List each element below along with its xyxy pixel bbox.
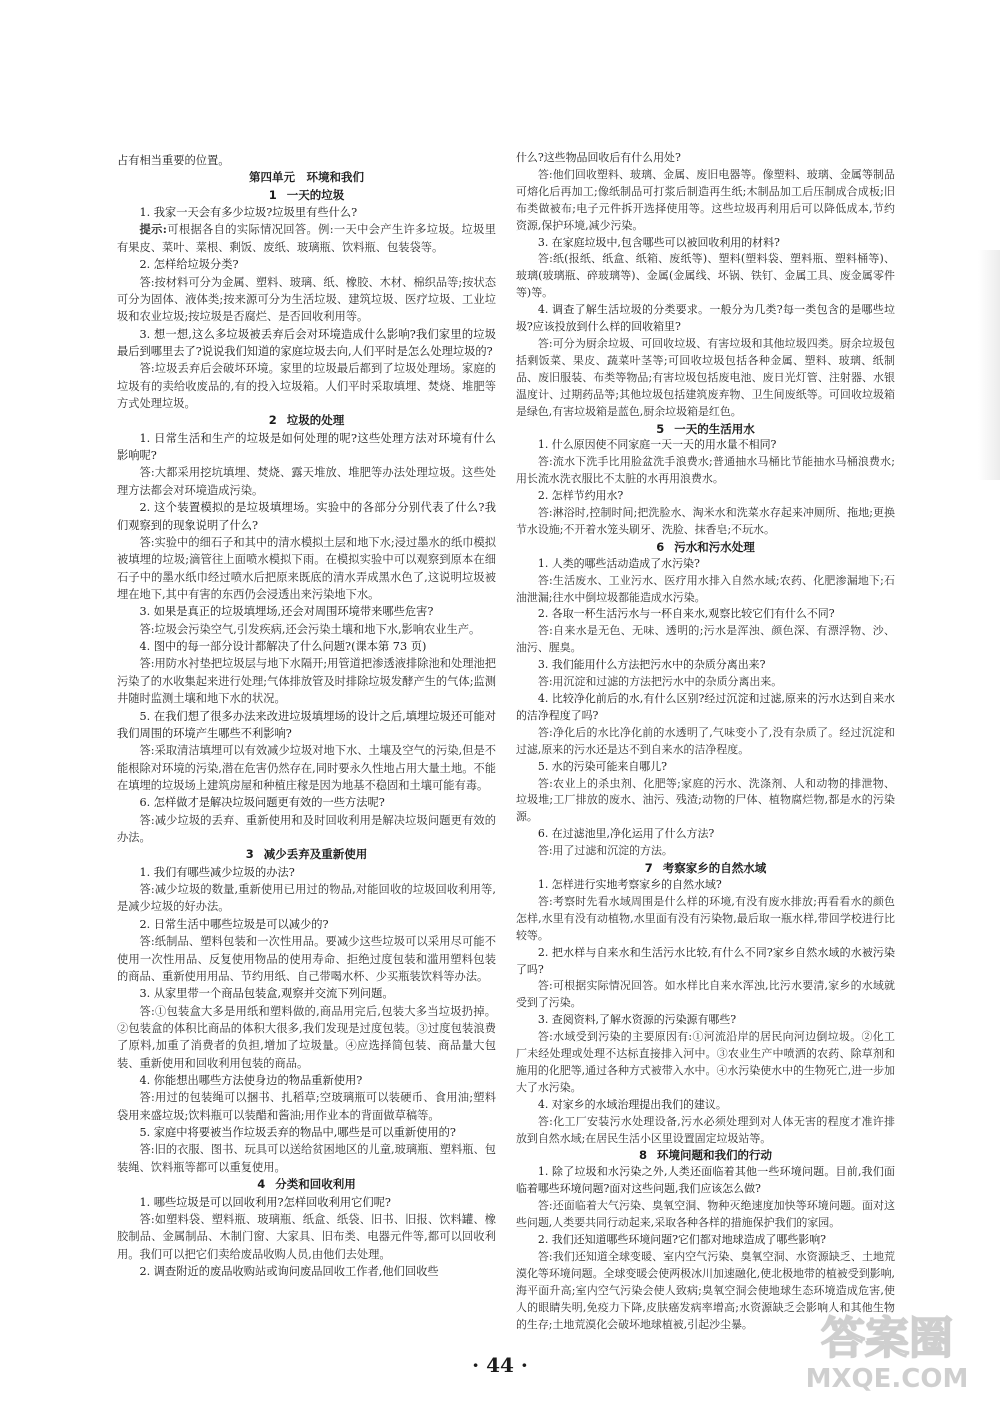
question-text: 4. 你能想出哪些方法使身边的物品重新使用? bbox=[139, 1074, 363, 1088]
section-title bbox=[516, 1147, 895, 1164]
page-number: · 44 · bbox=[472, 1353, 528, 1377]
section-number: 7 bbox=[644, 861, 653, 876]
section-title-text: 考察家乡的自然水域 bbox=[662, 861, 767, 876]
question-text: 1. 怎样进行实地考察家乡的自然水域? bbox=[537, 877, 722, 891]
answer-text: 答:可分为厨余垃圾、可回收垃圾、有害垃圾和其他垃圾四类。厨余垃圾包括剩饭菜、果皮、蔬菜叶茎等;可回收垃圾包括各种金属、塑料、玻璃、纸制品、废旧服装、布类等物品;有害垃圾包括废电池、废日光灯管、注射器、水银温度计、过期药品等;其他垃圾包括建筑废弃物、卫生间废纸等。可回收垃圾箱是绿色,有害垃圾箱是蓝色,厨余垃圾箱是红色。 bbox=[516, 336, 895, 418]
answer-text: 答:农业上的杀虫剂、化肥等;家庭的污水、洗涤剂、人和动物的排泄物、垃圾堆;工厂排放的废水、油污、残渣;动物的尸体、植物腐烂物,都是水的污染源。 bbox=[516, 776, 895, 824]
question-text: 3. 如果是真正的垃圾填埋场,还会对周围环境带来哪些危害? bbox=[139, 605, 434, 619]
section-title bbox=[516, 860, 895, 877]
section-title bbox=[117, 846, 496, 863]
section-title-text: 一天的生活用水 bbox=[674, 421, 755, 436]
section-title-text: 环境问题和我们的行动 bbox=[657, 1148, 772, 1163]
answer-text: 答:垃圾会污染空气,引发疾病,还会污染土壤和地下水,影响农业生产。 bbox=[139, 622, 481, 636]
answer-text: 答:按材料可分为金属、塑料、玻璃、纸、橡胶、木材、棉织品等;按状态可分为固体、液体类;按来源可分为生活垃圾、建筑垃圾、医疗垃圾、工业垃圾和农业垃圾;按垃圾是否腐烂、是否回收利用等。 bbox=[117, 275, 496, 324]
section-title bbox=[117, 1176, 496, 1193]
hint-label: 提示: bbox=[139, 222, 167, 237]
answer-text: 答:减少垃圾的数量,重新使用已用过的物品,对能回收的垃圾回收利用等,是减少垃圾的好办法。 bbox=[117, 883, 496, 914]
question-text: 2. 调查附近的废品收购站或询问废品回收工作者,他们回收些 bbox=[139, 1265, 439, 1278]
question-text: 6. 怎样做才是解决垃圾问题更有效的一些方法呢? bbox=[139, 796, 385, 810]
continued-text: 什么?这些物品回收后有什么用处? bbox=[516, 151, 681, 164]
answer-text: 答:净化后的水比净化前的水透明了,气味变小了,没有杂质了。经过沉淀和过滤,原来的污水还是达不到自来水的洁净程度。 bbox=[516, 725, 895, 756]
answer-text: 答:化工厂安装污水处理设备,污水必须处理到对人体无害的程度才准许排放到自然水域;在居民生活小区里设置固定垃圾站等。 bbox=[516, 1114, 895, 1145]
question-text: 2. 怎样节约用水? bbox=[537, 489, 624, 503]
question-text: 3. 在家庭垃圾中,包含哪些可以被回收利用的材料? bbox=[537, 235, 780, 249]
question-text: 1. 我家一天会有多少垃圾?垃圾里有些什么? bbox=[139, 206, 358, 220]
question-text: 1. 日常生活和生产的垃圾是如何处理的呢?这些处理方法对环境有什么影响呢? bbox=[117, 431, 496, 463]
page-edge-shadow bbox=[978, 250, 1000, 480]
question-text: 2. 日常生活中哪些垃圾是可以减少的? bbox=[139, 917, 329, 931]
answer-text: 答:纸制品、塑料包装和一次性用品。要减少这些垃圾可以采用尽可能不使用一次性用品、反复使用物品的使用寿命、拒绝过度包装和滥用塑料包装的商品、重新使用用品、节约用纸、自己带喝水杯、少买瓶装饮料等办法。 bbox=[117, 935, 496, 983]
question-text: 2. 我们还知道哪些环境问题?它们都对地球造成了哪些影响? bbox=[537, 1233, 827, 1246]
answer-text: 答:考察时先看水域周围是什么样的环境,有没有废水排放;再看看水的颜色怎样,水里有没有动植物,水里面有没有污染物,最后取一瓶水样,带回学校进行比较等。 bbox=[516, 894, 895, 942]
question-text: 3. 我们能用什么方法把污水中的杂质分离出来? bbox=[537, 658, 766, 672]
question-text: 3. 想一想,这么多垃圾被丢弃后会对环境造成什么影响?我们家里的垃圾最后到哪里去了?说说我们知道的家庭垃圾去向,人们平时是怎么处理垃圾的? bbox=[117, 327, 496, 358]
left-column bbox=[117, 152, 496, 1280]
answer-text: 答:用了过滤和沉淀的方法。 bbox=[537, 844, 673, 858]
question-text: 4. 对家乡的水域治理提出我们的建议。 bbox=[537, 1097, 727, 1111]
continued-text: 占有相当重要的位置。 bbox=[117, 154, 230, 167]
question-text: 4. 调查了解生活垃圾的分类要求。一般分为几类?每一类包含的是哪些垃圾?应该投放到什么样的回收箱里? bbox=[516, 303, 895, 334]
question-text: 1. 除了垃圾和水污染之外,人类还面临着其他一些环境问题。目前,我们面临着哪些环境问题?面对这些问题,我们应该怎么做? bbox=[516, 1165, 895, 1196]
question-text: 2. 各取一杯生活污水与一杯自来水,观察比较它们有什么不同? bbox=[537, 607, 835, 621]
section-number: 5 bbox=[656, 421, 665, 436]
question-text: 2. 把水样与自来水和生活污水比较,有什么不同?家乡自然水域的水被污染了吗? bbox=[516, 945, 895, 976]
section-title-text: 垃圾的处理 bbox=[286, 413, 345, 428]
section-title bbox=[117, 187, 496, 204]
question-text: 1. 哪些垃圾是可以回收利用?怎样回收利用它们呢? bbox=[139, 1195, 391, 1209]
answer-text: 答:采取清洁填埋可以有效减少垃圾对地下水、土壤及空气的污染,但是不能根除对环境的污染,潜在危害仍然存在,同时要永久性地占用大量土地。不能在填埋的垃圾场上建筑房屋和种植庄稼是因为地基不稳固和土壤可能有毒。 bbox=[117, 744, 496, 792]
answer-text: 答:垃圾丢弃后会破坏环境。家里的垃圾最后都到了垃圾处理场。家庭的垃圾有的卖给收废品的,有的投入垃圾箱。人们平时采取填埋、焚烧、堆肥等方式处理垃圾。 bbox=[117, 362, 496, 411]
section-title-text: 分类和回收利用 bbox=[275, 1177, 356, 1192]
question-text: 5. 家庭中将要被当作垃圾丢弃的物品中,哪些是可以重新使用的? bbox=[139, 1126, 456, 1140]
question-text: 4. 图中的每一部分设计都解决了什么问题?(课本第 73 页) bbox=[139, 640, 427, 654]
answer-text: 答:他们回收塑料、玻璃、金属、废旧电器等。像塑料、玻璃、金属等制品可熔化后再加工;像纸制品可打浆后制造再生纸;木制品加工后压制成合成板;旧布类做被布;电子元件拆开选择使用等。这些垃圾再利用后可以降低成本,节约资源,保护环境,减少污染。 bbox=[516, 167, 895, 232]
answer-text: 答:自来水是无色、无味、透明的;污水是浑浊、颜色深、有漂浮物、沙、油污、腥臭。 bbox=[516, 624, 895, 655]
answer-text: 答:用沉淀和过滤的方法把污水中的杂质分离出来。 bbox=[537, 675, 783, 689]
answer-text: 答:旧的衣服、图书、玩具可以送给贫困地区的儿童,玻璃瓶、塑料瓶、包装绳、饮料瓶等都可以重复使用。 bbox=[117, 1143, 496, 1174]
answer-text: 答:生活废水、工业污水、医疗用水排入自然水域;农药、化肥渗漏地下;石油泄漏;往水中倒垃圾都能造成水污染。 bbox=[516, 573, 895, 604]
question-text: 2. 怎样给垃圾分类? bbox=[139, 258, 239, 272]
answer-text: 答:水域受到污染的主要原因有:①河流沿岸的居民向河边倒垃圾。②化工厂未经处理或处理不达标直接排入河中。③农业生产中喷洒的农药、除草剂和施用的化肥等,通过各种方式被带入水中。④水污染使水中的生物死亡,进一步加大了水污染。 bbox=[516, 1030, 895, 1094]
answer-text bbox=[117, 221, 496, 256]
watermark-text-main: 答案圈 bbox=[821, 1313, 953, 1364]
section-number: 3 bbox=[245, 847, 254, 862]
question-text: 2. 这个装置模拟的是垃圾填埋场。实验中的各部分分别代表了什么?我们观察到的现象说明了什么? bbox=[117, 501, 496, 532]
answer-text: 答:我们还知道全球变暖、室内空气污染、臭氧空洞、水资源缺乏、土地荒漠化等环境问题。全球变暖会使两极冰川加速融化,使北极地带的植被受到影响,海平面升高;室内空气污染会使人致病;臭氧空洞会使地球生态环境造成危害,使人的眼睛失明,免疫力下降,皮肤癌发病率增高;水资源缺乏会影响人和其他生物的生存;土地荒漠化会破坏地球植被,引起沙尘暴。 bbox=[516, 1249, 895, 1331]
section-title bbox=[117, 412, 496, 429]
question-text: 3. 查阅资料,了解水资源的污染源有哪些? bbox=[537, 1013, 737, 1027]
question-text: 5. 水的污染可能来自哪儿? bbox=[537, 759, 668, 773]
section-number: 8 bbox=[638, 1148, 647, 1163]
section-title bbox=[516, 539, 895, 556]
answer-text: 答:减少垃圾的丢弃、重新使用和及时回收利用是解决垃圾问题更有效的办法。 bbox=[117, 813, 496, 845]
unit-title: 第四单元 环境和我们 bbox=[249, 170, 364, 185]
answer-text: 答:还面临着大气污染、臭氧空洞、物种灭绝速度加快等环境问题。面对这些问题,人类要共同行动起来,采取各种各样的措施保护我们的家园。 bbox=[516, 1199, 895, 1230]
right-column bbox=[516, 150, 895, 1333]
answer-text: 答:淋浴时,控制时间;把洗脸水、淘米水和洗菜水存起来冲厕所、拖地;更换节水设施;不开着水笼头刷牙、洗脸、抹香皂;不玩水。 bbox=[516, 506, 895, 536]
hint-body: 可根据各自的实际情况回答。例:一天中会产生许多垃圾。垃圾里有果皮、菜叶、菜根、剩饭、废纸、玻璃瓶、饮料瓶、包装袋等。 bbox=[117, 223, 496, 254]
question-text: 4. 比较净化前后的水,有什么区别?经过沉淀和过滤,原来的污水达到自来水的洁净程度了吗? bbox=[516, 692, 895, 722]
question-text: 1. 人类的哪些活动造成了水污染? bbox=[537, 556, 700, 570]
question-text: 5. 在我们想了很多办法来改进垃圾填埋场的设计之后,填埋垃圾还可能对我们周围的环境产生哪些不利影响? bbox=[117, 709, 496, 740]
question-text: 3. 从家里带一个商品包装盒,观察并交流下列问题。 bbox=[139, 987, 394, 1001]
answer-text: 答:实验中的细石子和其中的清水模拟土层和地下水;浸过墨水的纸巾模拟被填埋的垃圾;滴管往上面喷水模拟下雨。在模拟实验中可以观察到原本在细石子中的墨水纸巾经过喷水后把原来既底的清水弄成黑水色了,这说明垃圾被埋在地下,其中有害的东西仍会浸透出来污染地下水。 bbox=[117, 535, 496, 601]
watermark-text-url: MXQE.COM bbox=[805, 1364, 969, 1394]
question-text: 6. 在过滤池里,净化运用了什么方法? bbox=[537, 827, 715, 841]
section-number: 2 bbox=[268, 413, 277, 428]
question-text: 1. 我们有哪些减少垃圾的办法? bbox=[139, 865, 295, 879]
answer-text: 答:用防水衬垫把垃圾层与地下水隔开;用管道把渗透液排除池和处理池把污染了的水收集起来进行处理;气体排放管及时排除垃圾发酵产生的气体;监测井随时监测土壤和地下水的状况。 bbox=[117, 657, 496, 706]
answer-text: 答:可根据实际情况回答。如水样比自来水浑浊,比污水要清,家乡的水域就受到了污染。 bbox=[516, 979, 895, 1010]
section-title bbox=[516, 421, 895, 438]
section-number: 1 bbox=[268, 187, 277, 202]
section-title-text: 一天的垃圾 bbox=[286, 187, 345, 202]
answer-text: 答:①包装盒大多是用纸和塑料做的,商品用完后,包装大多当垃圾扔掉。②包装盒的体积比商品的体积大很多,我们发现是过度包装。③过度包装浪费了原料,加重了消费者的负担,增加了垃圾量。④应选择简包装、商品量大包装、重新使用和回收利用包装的商品。 bbox=[117, 1004, 496, 1070]
section-number: 4 bbox=[257, 1177, 266, 1192]
question-text: 1. 什么原因使不同家庭一天一天的用水量不相同? bbox=[537, 438, 777, 452]
answer-text: 答:大都采用挖坑填埋、焚烧、露天堆放、堆肥等办法处理垃圾。这些处理方法都会对环境造成污染。 bbox=[117, 466, 496, 497]
section-number: 6 bbox=[656, 539, 665, 554]
answer-text: 答:如塑料袋、塑料瓶、玻璃瓶、纸盒、纸袋、旧书、旧报、饮料罐、橡胶制品、金属制品、木制门窗、大家具、旧布类、电器元件等,都可以回收利用。我们可以把它们卖给废品收购人员,由他们去处理。 bbox=[117, 1212, 496, 1261]
section-title-text: 污水和污水处理 bbox=[674, 539, 755, 554]
answer-text: 答:用过的包装绳可以捆书、扎稻草;空玻璃瓶可以装硬币、食用油;塑料袋用来盛垃圾;饮料瓶可以装醋和酱油;用作业本的背面做草稿等。 bbox=[117, 1091, 496, 1122]
answer-text: 答:纸(报纸、纸盒、纸箱、废纸等)、塑料(塑料袋、塑料瓶、塑料桶等)、玻璃(玻璃瓶、碎玻璃等)、金属(金属线、坏锅、铁钉、金属工具、废金属零件等)等。 bbox=[516, 252, 895, 300]
section-title-text: 减少丢弃及重新使用 bbox=[263, 847, 368, 862]
watermark-logo-icon bbox=[792, 1301, 982, 1397]
answer-text: 答:流水下洗手比用脸盆洗手浪费水;普通抽水马桶比节能抽水马桶浪费水;用长流水洗衣服比不太脏的水再用浪费水。 bbox=[516, 455, 895, 486]
